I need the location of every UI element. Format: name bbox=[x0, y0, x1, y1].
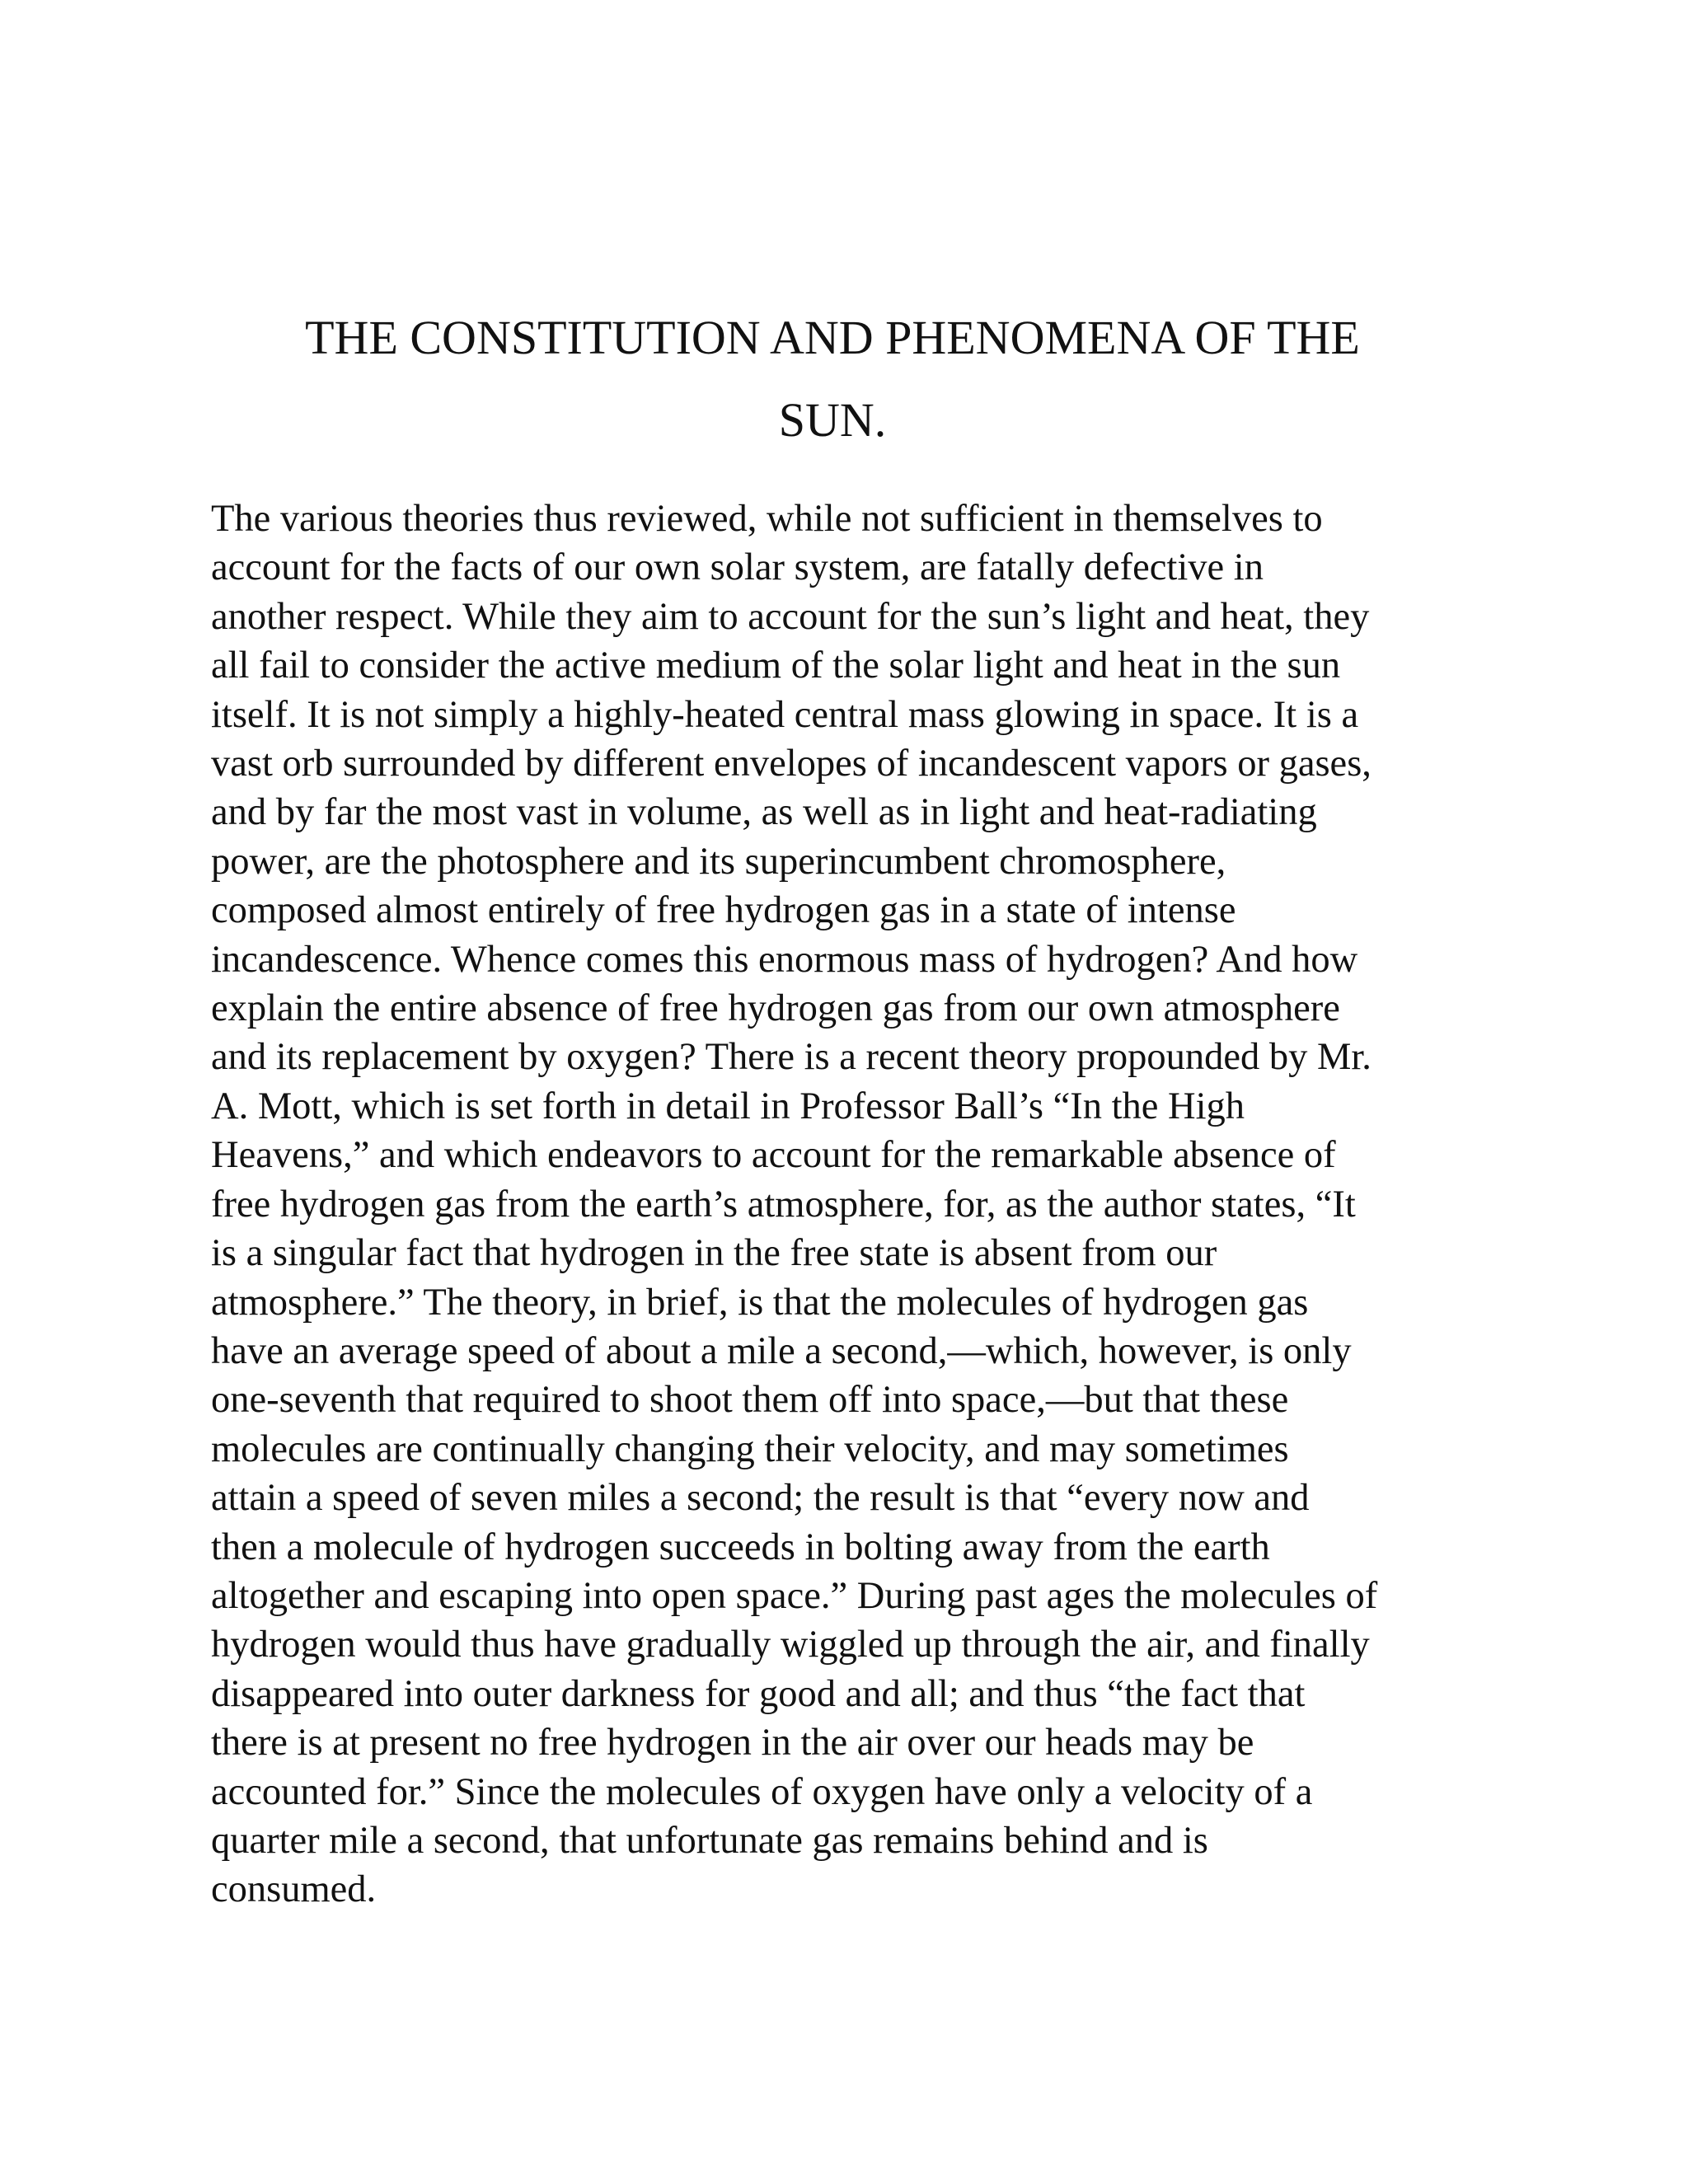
text-line: free hydrogen gas from the earth’s atmosphere, for, as the author states, “It bbox=[211, 1183, 1356, 1226]
page-title bbox=[198, 297, 1467, 462]
text-line: disappeared into outer darkness for good and all; and thus “the fact that bbox=[211, 1672, 1306, 1715]
text-line: Heavens,” and which endeavors to account for the remarkable absence of bbox=[211, 1134, 1336, 1177]
body-paragraph bbox=[211, 494, 1472, 1915]
text-line: composed almost entirely of free hydrogen gas in a state of intense bbox=[211, 889, 1236, 932]
text-line: explain the entire absence of free hydrogen gas from our own atmosphere bbox=[211, 987, 1340, 1030]
text-line: itself. It is not simply a highly-heated central mass glowing in space. It is a bbox=[211, 693, 1359, 736]
text-line: atmosphere.” The theory, in brief, is that the molecules of hydrogen gas bbox=[211, 1281, 1309, 1324]
text-line: incandescence. Whence comes this enormous mass of hydrogen? And how bbox=[211, 938, 1358, 981]
text-line: quarter mile a second, that unfortunate gas remains behind and is bbox=[211, 1819, 1208, 1862]
text-line: and its replacement by oxygen? There is a recent theory propounded by Mr. bbox=[211, 1036, 1372, 1079]
text-line: there is at present no free hydrogen in the air over our heads may be bbox=[211, 1722, 1254, 1765]
title-line: THE CONSTITUTION AND PHENOMENA OF THE bbox=[305, 311, 1360, 364]
text-line: power, are the photosphere and its superincumbent chromosphere, bbox=[211, 840, 1226, 883]
text-line: The various theories thus reviewed, while not sufficient in themselves to bbox=[211, 498, 1323, 540]
text-line: molecules are continually changing their velocity, and may sometimes bbox=[211, 1427, 1289, 1470]
text-line: altogether and escaping into open space.” During past ages the molecules of bbox=[211, 1574, 1378, 1617]
text-line: all fail to consider the active medium of the solar light and heat in the sun bbox=[211, 644, 1341, 687]
text-line: another respect. While they aim to account for the sun’s light and heat, they bbox=[211, 595, 1370, 638]
text-line: consumed. bbox=[211, 1868, 377, 1911]
text-line: accounted for.” Since the molecules of oxygen have only a velocity of a bbox=[211, 1770, 1313, 1813]
text-line: have an average speed of about a mile a second,—which, however, is only bbox=[211, 1329, 1352, 1372]
text-line: vast orb surrounded by different envelopes of incandescent vapors or gases, bbox=[211, 743, 1372, 785]
text-line: account for the facts of our own solar system, are fatally defective in bbox=[211, 546, 1264, 589]
title-line: SUN. bbox=[778, 393, 887, 447]
text-line: and by far the most vast in volume, as well as in light and heat-radiating bbox=[211, 791, 1317, 834]
text-line: one-seventh that required to shoot them off into space,—but that these bbox=[211, 1379, 1289, 1422]
text-line: is a singular fact that hydrogen in the free state is absent from our bbox=[211, 1232, 1217, 1275]
text-line: attain a speed of seven miles a second; the result is that “every now and bbox=[211, 1477, 1310, 1520]
text-line: then a molecule of hydrogen succeeds in bolting away from the earth bbox=[211, 1526, 1270, 1568]
text-line: hydrogen would thus have gradually wiggled up through the air, and finally bbox=[211, 1624, 1370, 1666]
text-line: A. Mott, which is set forth in detail in Professor Ball’s “In the High bbox=[211, 1085, 1245, 1127]
